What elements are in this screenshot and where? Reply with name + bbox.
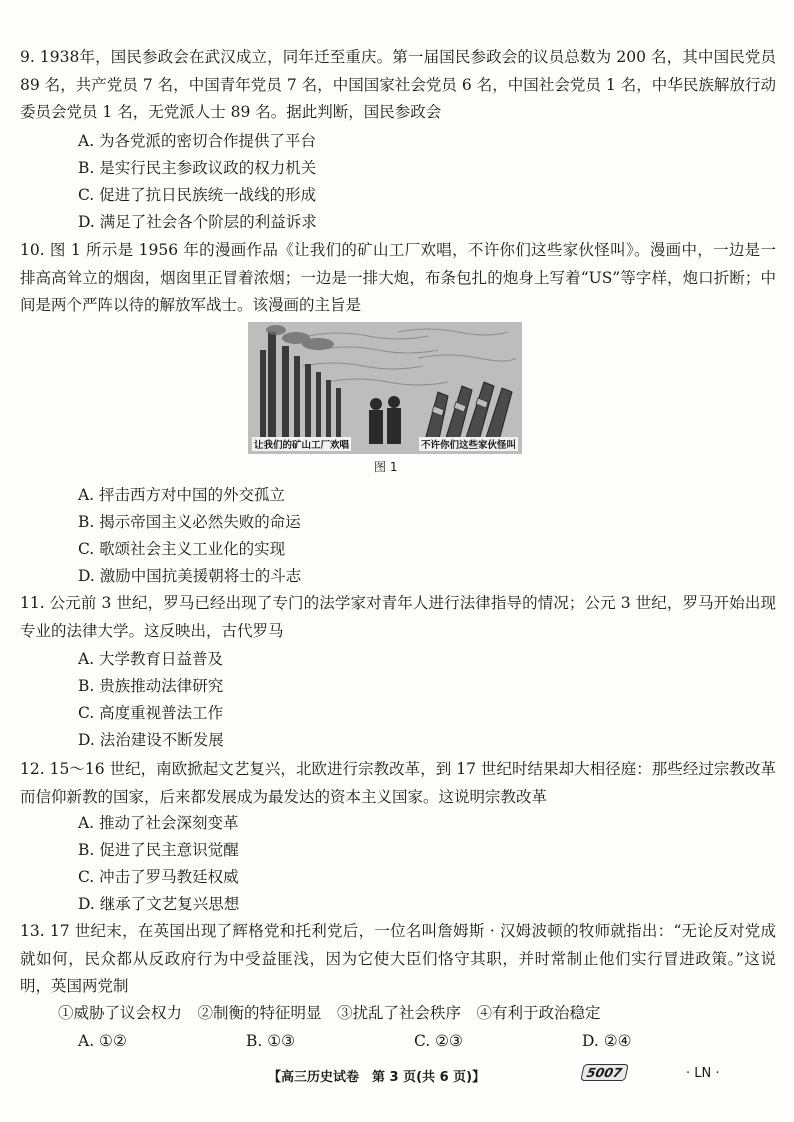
question-13-option-d: D. ②④ [582, 1032, 632, 1050]
question-13-option-b: B. ①③ [246, 1032, 296, 1050]
question-10-option-d: D. 激励中国抗美援朝将士的斗志 [78, 567, 302, 585]
question-11-option-c: C. 高度重视普法工作 [78, 704, 224, 722]
question-11-option-a: A. 大学教育日益普及 [78, 650, 224, 668]
question-13-option-c: C. ②③ [414, 1032, 463, 1050]
question-11-option-d: D. 法治建设不断发展 [78, 731, 224, 749]
footer-title: 【高三历史试卷 第 3 页(共 6 页)】 [268, 1070, 486, 1085]
question-9-option-d: D. 满足了社会各个阶层的利益诉求 [78, 213, 317, 231]
question-12-option-a: A. 推动了社会深刻变革 [78, 814, 239, 832]
cartoon-illustration [248, 322, 522, 454]
question-12-option-c: C. 冲击了罗马教廷权威 [78, 868, 239, 886]
question-9-stem: 9. 1938年，国民参政会在武汉成立，同年迁至重庆。第一届国民参政会的议员总数为 200 名，其中国民党员 89 名，共产党员 7 名，中国青年党员 7 名，中国国家社会党员 6 名，中国社会党员 1 名，中华民族解放行动委员会党员 1 名，无党派人士 89 名。据此判断，国民参政会 [20, 48, 776, 121]
page-footer [0, 1064, 794, 1088]
question-11-option-b: B. 贵族推动法律研究 [78, 677, 224, 695]
question-12-option-d: D. 继承了文艺复兴思想 [78, 895, 240, 913]
question-13-statements: ①威胁了议会权力 ②制衡的特征明显 ③扰乱了社会秩序 ④有利于政治稳定 [58, 1004, 601, 1022]
question-10-option-c: C. 歌颂社会主义工业化的实现 [78, 540, 286, 558]
question-9-option-b: B. 是实行民主参政议政的权力机关 [78, 159, 317, 177]
question-9-option-a: A. 为各党派的密切合作提供了平台 [78, 132, 317, 150]
question-13-stem: 13. 17 世纪末，在英国出现了辉格党和托利党后，一位名叫詹姆斯 · 汉姆波顿的牧师就指出：“无论反对党成就如何，民众都从反政府行为中受益匪浅，因为它使大臣们恪守其职，并时常制止他们实行冒进政策。”这说明，英国两党制 [20, 922, 776, 995]
question-9-option-c: C. 促进了抗日民族统一战线的形成 [78, 186, 317, 204]
question-10-option-b: B. 揭示帝国主义必然失败的命运 [78, 513, 301, 531]
question-12-option-b: B. 促进了民主意识觉醒 [78, 841, 239, 859]
question-13-option-a: A. ①② [78, 1032, 127, 1050]
question-10-option-a: A. 抨击西方对中国的外交孤立 [78, 486, 286, 504]
cartoon-left-caption: 让我们的矿山工厂欢唱 [252, 437, 351, 451]
question-11-stem: 11. 公元前 3 世纪，罗马已经出现了专门的法学家对青年人进行法律指导的情况；公元 3 世纪，罗马开始出现专业的法律大学。这反映出，古代罗马 [20, 594, 776, 640]
question-12-stem: 12. 15～16 世纪，南欧掀起文艺复兴，北欧进行宗教改革，到 17 世纪时结果却大相径庭：那些经过宗教改革而信仰新教的国家，后来都发展成为最发达的资本主义国家。这说明宗教改革 [20, 760, 776, 806]
question-10-stem: 10. 图 1 所示是 1956 年的漫画作品《让我们的矿山工厂欢唱，不许你们这些家伙怪叫》。漫画中，一边是一排高高耸立的烟囱，烟囱里正冒着浓烟；一边是一排大炮，布条包扎的炮身上写着“US”等字样，炮口折断；中间是两个严阵以待的解放军战士。该漫画的主旨是 [20, 241, 776, 314]
footer-region-mark: · LN · [686, 1066, 720, 1081]
footer-code-badge: 5007 [580, 1064, 628, 1081]
figure-caption: 图 1 [374, 460, 398, 474]
cartoon-right-caption: 不许你们这些家伙怪叫 [419, 437, 518, 451]
cartoon-figure [248, 322, 522, 454]
